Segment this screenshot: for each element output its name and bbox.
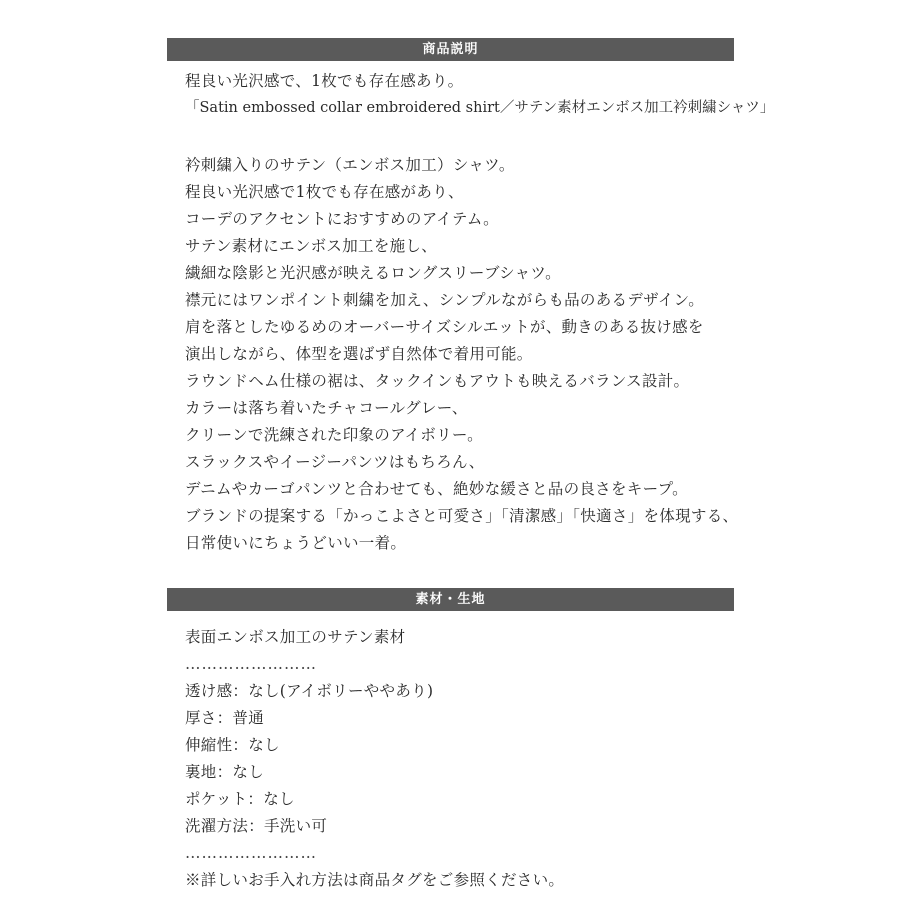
spec-see-through: 透け感：なし(アイボリーややあり) xyxy=(185,682,434,700)
spec-washing: 洗濯方法：手洗い可 xyxy=(185,817,328,835)
spec-pocket: ポケット：なし xyxy=(185,790,295,808)
description-intro xyxy=(185,68,775,122)
description-body xyxy=(185,152,745,557)
product-description-header: 商品説明 xyxy=(167,38,734,61)
body-line: デニムやカーゴパンツと合わせても、絶妙な緩さと品の良さをキープ。 xyxy=(185,480,688,498)
care-note: ※詳しいお手入れ方法は商品タグをご参照ください。 xyxy=(185,871,565,889)
body-line: 衿刺繍入りのサテン（エンボス加工）シャツ。 xyxy=(185,156,515,174)
body-line: コーデのアクセントにおすすめのアイテム。 xyxy=(185,210,499,228)
body-line: ブランドの提案する「かっこよさと可愛さ」「清潔感」「快適さ」を体現する、 xyxy=(185,507,739,525)
body-line: 日常使いにちょうどいい一着。 xyxy=(185,534,407,552)
body-line: 程良い光沢感で1枚でも存在感があり、 xyxy=(185,183,464,201)
body-line: クリーンで洗練された印象のアイボリー。 xyxy=(185,426,483,444)
dotted-divider: …………………… xyxy=(185,655,317,673)
dotted-divider: …………………… xyxy=(185,844,317,862)
body-line: 肩を落としたゆるめのオーバーサイズシルエットが、動きのある抜け感を xyxy=(185,318,704,336)
intro-line: 程良い光沢感で、1枚でも存在感あり。 xyxy=(185,72,464,90)
spec-stretch: 伸縮性：なし xyxy=(185,736,280,754)
body-line: ラウンドヘム仕様の裾は、タックインもアウトも映えるバランス設計。 xyxy=(185,372,690,390)
body-line: カラーは落ち着いたチャコールグレー、 xyxy=(185,399,468,417)
spec-lining: 裏地：なし xyxy=(185,763,265,781)
body-line: 繊細な陰影と光沢感が映えるロングスリーブシャツ。 xyxy=(185,264,561,282)
body-line: 襟元にはワンポイント刺繍を加え、シンプルながらも品のあるデザイン。 xyxy=(185,291,704,309)
material-line: 表面エンボス加工のサテン素材 xyxy=(185,628,406,646)
body-line: スラックスやイージーパンツはもちろん、 xyxy=(185,453,485,471)
material-details xyxy=(185,624,745,894)
material-header: 素材・生地 xyxy=(167,588,734,611)
body-line: サテン素材にエンボス加工を施し、 xyxy=(185,237,438,255)
intro-line: 「Satin embossed collar embroidered shirt／サテン素材エンボス加工衿刺繍シャツ」 xyxy=(185,100,775,116)
body-line: 演出しながら、体型を選ばず自然体で着用可能。 xyxy=(185,345,533,363)
spec-thickness: 厚さ：普通 xyxy=(185,709,265,727)
